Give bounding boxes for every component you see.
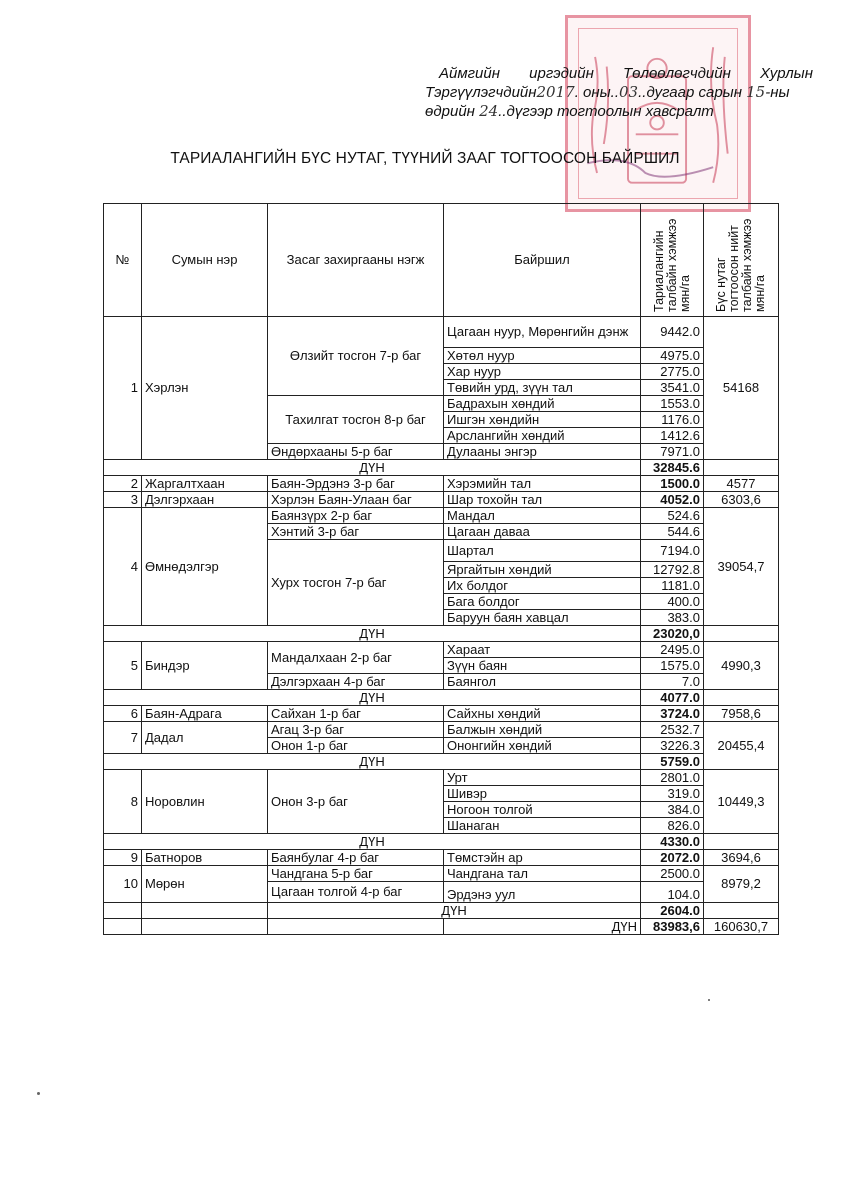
subtotal-label: ДҮН: [268, 903, 641, 919]
empty-cell: [704, 690, 779, 706]
subtotal-label: ДҮН: [104, 460, 641, 476]
cell-no: 4: [104, 508, 142, 626]
table-row: [104, 722, 779, 738]
note-text: -ны: [765, 84, 790, 101]
cell-no: 7: [104, 722, 142, 754]
handwritten-year: 2017: [536, 83, 575, 101]
cell-no: 9: [104, 850, 142, 866]
table-row: [104, 706, 779, 722]
note-word: Төлөөлөгчдийн: [623, 65, 731, 82]
handwritten-day: 15: [746, 83, 766, 101]
cell-no: 6: [104, 706, 142, 722]
cell-no: 2: [104, 476, 142, 492]
cell-location: Шанаган: [444, 818, 641, 834]
cell-soum: Жаргалтхаан: [142, 476, 268, 492]
table-row: [104, 770, 779, 786]
subtotal-row: [104, 690, 779, 706]
cell-location: Мандал: [444, 508, 641, 524]
cell-zone: 39054,7: [704, 508, 779, 626]
cell-area: 2775.0: [641, 364, 704, 380]
empty-cell: [104, 903, 142, 919]
cell-unit: Хэрлэн Баян-Улаан баг: [268, 492, 444, 508]
cell-location: Сайхны хөндий: [444, 706, 641, 722]
cell-location: Эрдэнэ уул: [444, 882, 641, 903]
cell-area: 2500.0: [641, 866, 704, 882]
cell-unit: Хурх тосгон 7-р баг: [268, 540, 444, 626]
subtotal-area: 4330.0: [641, 834, 704, 850]
cell-location: Бага болдог: [444, 594, 641, 610]
cell-location: Цагаан даваа: [444, 524, 641, 540]
empty-cell: [142, 903, 268, 919]
cell-soum: Хэрлэн: [142, 317, 268, 460]
subtotal-row: [104, 903, 779, 919]
cell-zone: 20455,4: [704, 722, 779, 770]
empty-cell: [104, 919, 142, 935]
cell-location: Төвийн урд, зүүн тал: [444, 380, 641, 396]
subtotal-row: [104, 754, 779, 770]
cell-area: 384.0: [641, 802, 704, 818]
cell-zone: 4990,3: [704, 642, 779, 690]
cell-location: Шар тохойн тал: [444, 492, 641, 508]
cell-area: 2532.7: [641, 722, 704, 738]
cell-location: Урт: [444, 770, 641, 786]
note-line-2: [425, 83, 813, 102]
cell-unit: Өндөрхааны 5-р баг: [268, 444, 444, 460]
appendix-note: [425, 64, 813, 121]
header-zone: [704, 204, 779, 317]
empty-cell: [704, 460, 779, 476]
subtotal-label: ДҮН: [104, 834, 641, 850]
cell-area: 826.0: [641, 818, 704, 834]
cell-soum: Баян-Адрага: [142, 706, 268, 722]
cell-zone: 54168: [704, 317, 779, 460]
cell-area: 7.0: [641, 674, 704, 690]
table-row: [104, 866, 779, 882]
scan-speck: [708, 999, 710, 1001]
cell-unit: Агац 3-р баг: [268, 722, 444, 738]
cell-area: 3226.3: [641, 738, 704, 754]
cell-unit: Онон 3-р баг: [268, 770, 444, 834]
cell-unit: Хэнтий 3-р баг: [268, 524, 444, 540]
cell-area: 544.6: [641, 524, 704, 540]
empty-cell: [268, 919, 444, 935]
table-row: [104, 476, 779, 492]
cell-unit: Чандгана 5-р баг: [268, 866, 444, 882]
empty-cell: [704, 626, 779, 642]
cell-location: Ишгэн хөндийн: [444, 412, 641, 428]
cell-location: Яргайтын хөндий: [444, 562, 641, 578]
grand-total-row: [104, 919, 779, 935]
subtotal-area: 32845.6: [641, 460, 704, 476]
cell-zone: 8979,2: [704, 866, 779, 903]
note-word: Аймгийн: [439, 65, 500, 82]
subtotal-label: ДҮН: [104, 690, 641, 706]
cropland-zone-table: [103, 203, 779, 935]
cell-area: 3541.0: [641, 380, 704, 396]
header-location: Байршил: [444, 204, 641, 317]
cell-location: Шивэр: [444, 786, 641, 802]
handwritten-number: 24: [479, 102, 499, 120]
cell-unit: Баян-Эрдэнэ 3-р баг: [268, 476, 444, 492]
grand-total-zone: 160630,7: [704, 919, 779, 935]
cell-location: Шартал: [444, 540, 641, 562]
cell-area: 1500.0: [641, 476, 704, 492]
cell-location: Их болдог: [444, 578, 641, 594]
header-soum: Сумын нэр: [142, 204, 268, 317]
subtotal-area: 4077.0: [641, 690, 704, 706]
cell-location: Баруун баян хавцал: [444, 610, 641, 626]
cell-area: 4052.0: [641, 492, 704, 508]
cell-area: 1412.6: [641, 428, 704, 444]
cell-unit: Мандалхаан 2-р баг: [268, 642, 444, 674]
cell-location: Ононгийн хөндий: [444, 738, 641, 754]
header-zone-text: Бүс нутаг тогтоосон нийт талбайн хэмжээ мян/га: [714, 218, 767, 312]
subtotal-area: 23020,0: [641, 626, 704, 642]
cell-soum: Биндэр: [142, 642, 268, 690]
cell-area: 2801.0: [641, 770, 704, 786]
note-word: иргэдийн: [529, 65, 594, 82]
empty-cell: [704, 903, 779, 919]
cell-soum: Өмнөдэлгэр: [142, 508, 268, 626]
scan-speck: [37, 1092, 40, 1095]
note-text: ..дүгээр тогтоолын хавсралт: [498, 103, 714, 120]
header-area-text: Тариалангийн талбайн хэмжээ мян/га: [651, 218, 692, 312]
note-text: . оны..: [574, 84, 620, 101]
document-title: ТАРИАЛАНГИЙН БҮС НУТАГ, ТҮҮНИЙ ЗААГ ТОГТООСОН БАЙРШИЛ: [170, 150, 680, 167]
subtotal-row: [104, 460, 779, 476]
cell-no: 8: [104, 770, 142, 834]
grand-total-label: ДҮН: [444, 919, 641, 935]
cell-area: 319.0: [641, 786, 704, 802]
cell-area: 1575.0: [641, 658, 704, 674]
note-text: Тэргүүлэгчдийн: [425, 84, 537, 101]
cell-soum: Мөрөн: [142, 866, 268, 903]
cell-unit: Сайхан 1-р баг: [268, 706, 444, 722]
empty-cell: [142, 919, 268, 935]
cell-area: 7194.0: [641, 540, 704, 562]
empty-cell: [704, 834, 779, 850]
table-row: [104, 642, 779, 658]
cell-soum: Норовлин: [142, 770, 268, 834]
cell-location: Төмстэйн ар: [444, 850, 641, 866]
cell-no: 1: [104, 317, 142, 460]
cell-unit: Баянбулаг 4-р баг: [268, 850, 444, 866]
cell-area: 1553.0: [641, 396, 704, 412]
cell-soum: Батноров: [142, 850, 268, 866]
cell-zone: 10449,3: [704, 770, 779, 834]
subtotal-area: 2604.0: [641, 903, 704, 919]
cell-area: 1176.0: [641, 412, 704, 428]
cell-unit: Онон 1-р баг: [268, 738, 444, 754]
cell-location: Хөтөл нуур: [444, 348, 641, 364]
cell-area: 400.0: [641, 594, 704, 610]
note-line-3: [425, 102, 813, 121]
cell-soum: Дадал: [142, 722, 268, 754]
cell-area: 2495.0: [641, 642, 704, 658]
cell-area: 12792.8: [641, 562, 704, 578]
cell-soum: Дэлгэрхаан: [142, 492, 268, 508]
table-row: [104, 492, 779, 508]
cell-location: Арслангийн хөндий: [444, 428, 641, 444]
cell-unit: Баянзүрх 2-р баг: [268, 508, 444, 524]
cell-area: 2072.0: [641, 850, 704, 866]
header-unit: Засаг захиргааны нэгж: [268, 204, 444, 317]
note-line-1: [425, 64, 813, 83]
cell-no: 5: [104, 642, 142, 690]
cell-area: 4975.0: [641, 348, 704, 364]
cell-location: Зүүн баян: [444, 658, 641, 674]
note-text: өдрийн: [425, 103, 480, 120]
subtotal-area: 5759.0: [641, 754, 704, 770]
cell-area: 383.0: [641, 610, 704, 626]
cell-location: Хар нуур: [444, 364, 641, 380]
cell-location: Хараат: [444, 642, 641, 658]
cell-zone: 7958,6: [704, 706, 779, 722]
header-area: [641, 204, 704, 317]
cell-area: 104.0: [641, 882, 704, 903]
subtotal-row: [104, 834, 779, 850]
note-word: Хурлын: [760, 65, 813, 82]
cell-unit: Цагаан толгой 4-р баг: [268, 882, 444, 903]
cell-area: 9442.0: [641, 317, 704, 348]
cell-area: 1181.0: [641, 578, 704, 594]
subtotal-label: ДҮН: [104, 626, 641, 642]
cell-location: Балжын хөндий: [444, 722, 641, 738]
cell-no: 3: [104, 492, 142, 508]
cell-area: 524.6: [641, 508, 704, 524]
cell-location: Бадрахын хөндий: [444, 396, 641, 412]
cell-location: Ногоон толгой: [444, 802, 641, 818]
cell-area: 3724.0: [641, 706, 704, 722]
cell-zone: 6303,6: [704, 492, 779, 508]
cell-location: Чандгана тал: [444, 866, 641, 882]
note-text: ..дугаар сарын: [638, 84, 747, 101]
cell-zone: 4577: [704, 476, 779, 492]
table-row: [104, 850, 779, 866]
cell-location: Цагаан нуур, Мөрөнгийн дэнж: [444, 317, 641, 348]
cell-area: 7971.0: [641, 444, 704, 460]
cell-location: Хэрэмийн тал: [444, 476, 641, 492]
cell-unit: Өлзийт тосгон 7-р баг: [268, 317, 444, 396]
cell-unit: Дэлгэрхаан 4-р баг: [268, 674, 444, 690]
table-row: [104, 508, 779, 524]
cell-no: 10: [104, 866, 142, 903]
cell-location: Дулааны энгэр: [444, 444, 641, 460]
header-no: №: [104, 204, 142, 317]
handwritten-month: 03: [619, 83, 639, 101]
grand-total-area: 83983,6: [641, 919, 704, 935]
subtotal-row: [104, 626, 779, 642]
table-row: [104, 317, 779, 348]
table-header-row: [104, 204, 779, 317]
cell-unit: Тахилгат тосгон 8-р баг: [268, 396, 444, 444]
subtotal-label: ДҮН: [104, 754, 641, 770]
cell-location: Баянгол: [444, 674, 641, 690]
cell-zone: 3694,6: [704, 850, 779, 866]
